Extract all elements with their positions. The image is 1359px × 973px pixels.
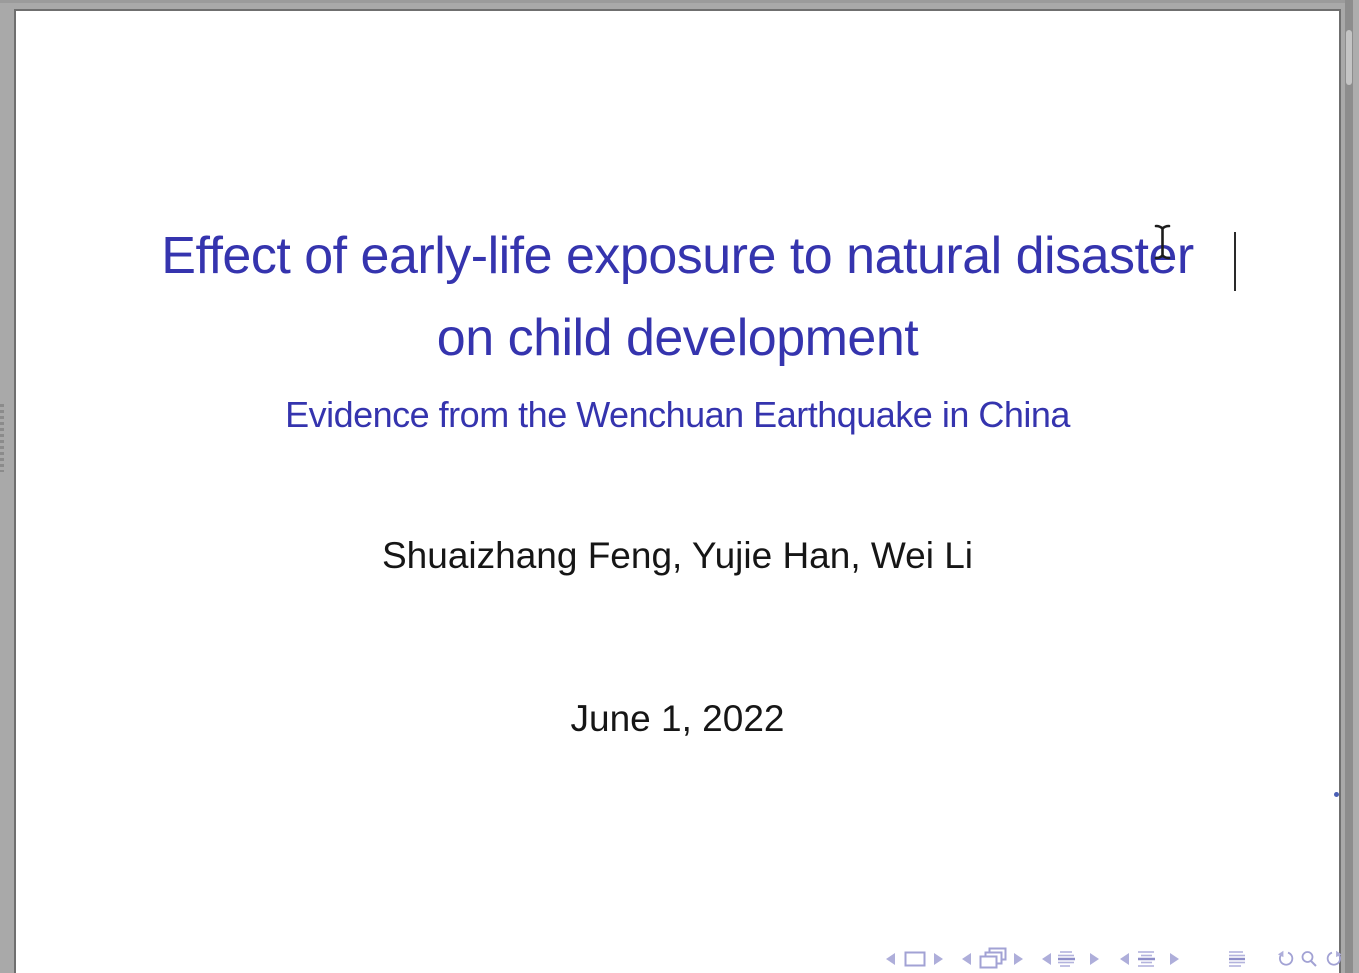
text-caret: [1234, 232, 1236, 291]
scrollbar-thumb[interactable]: [1346, 30, 1352, 85]
prev-subsection-icon[interactable]: [1042, 946, 1051, 972]
slide-icon[interactable]: [904, 946, 926, 972]
prev-slide-icon[interactable]: [886, 946, 895, 972]
prev-section-icon[interactable]: [1120, 946, 1129, 972]
slide-authors: Shuaizhang Feng, Yujie Han, Wei Li: [381, 535, 974, 576]
prev-frame-icon[interactable]: [962, 946, 971, 972]
slide-title-line2: on child development: [436, 309, 919, 367]
scrollbar-track[interactable]: [1345, 0, 1353, 973]
slide-page: [14, 9, 1341, 973]
search-icon[interactable]: [1300, 946, 1318, 972]
window-top-shade: [0, 0, 1359, 3]
right-scroll-gutter[interactable]: [1345, 0, 1359, 973]
section-icon[interactable]: [1138, 946, 1156, 972]
next-slide-icon[interactable]: [934, 946, 943, 972]
slide-date: June 1, 2022: [570, 698, 785, 739]
next-section-icon[interactable]: [1170, 946, 1179, 972]
ibeam-cursor: [1149, 223, 1177, 261]
subsection-icon[interactable]: [1058, 946, 1076, 972]
slide-title-line1: Effect of early-life exposure to natural disaster: [161, 227, 1194, 285]
back-icon[interactable]: [1276, 946, 1296, 972]
beamer-navigation-bar: [882, 946, 1344, 972]
slide-subtitle: Evidence from the Wenchuan Earthquake in China: [285, 394, 1070, 435]
stray-dot: [1334, 792, 1339, 797]
frames-icon[interactable]: [978, 946, 1008, 972]
next-subsection-icon[interactable]: [1090, 946, 1099, 972]
presentation-icon[interactable]: [1228, 946, 1246, 972]
forward-icon[interactable]: [1324, 946, 1344, 972]
next-frame-icon[interactable]: [1014, 946, 1023, 972]
left-edge-grip: [0, 404, 4, 472]
